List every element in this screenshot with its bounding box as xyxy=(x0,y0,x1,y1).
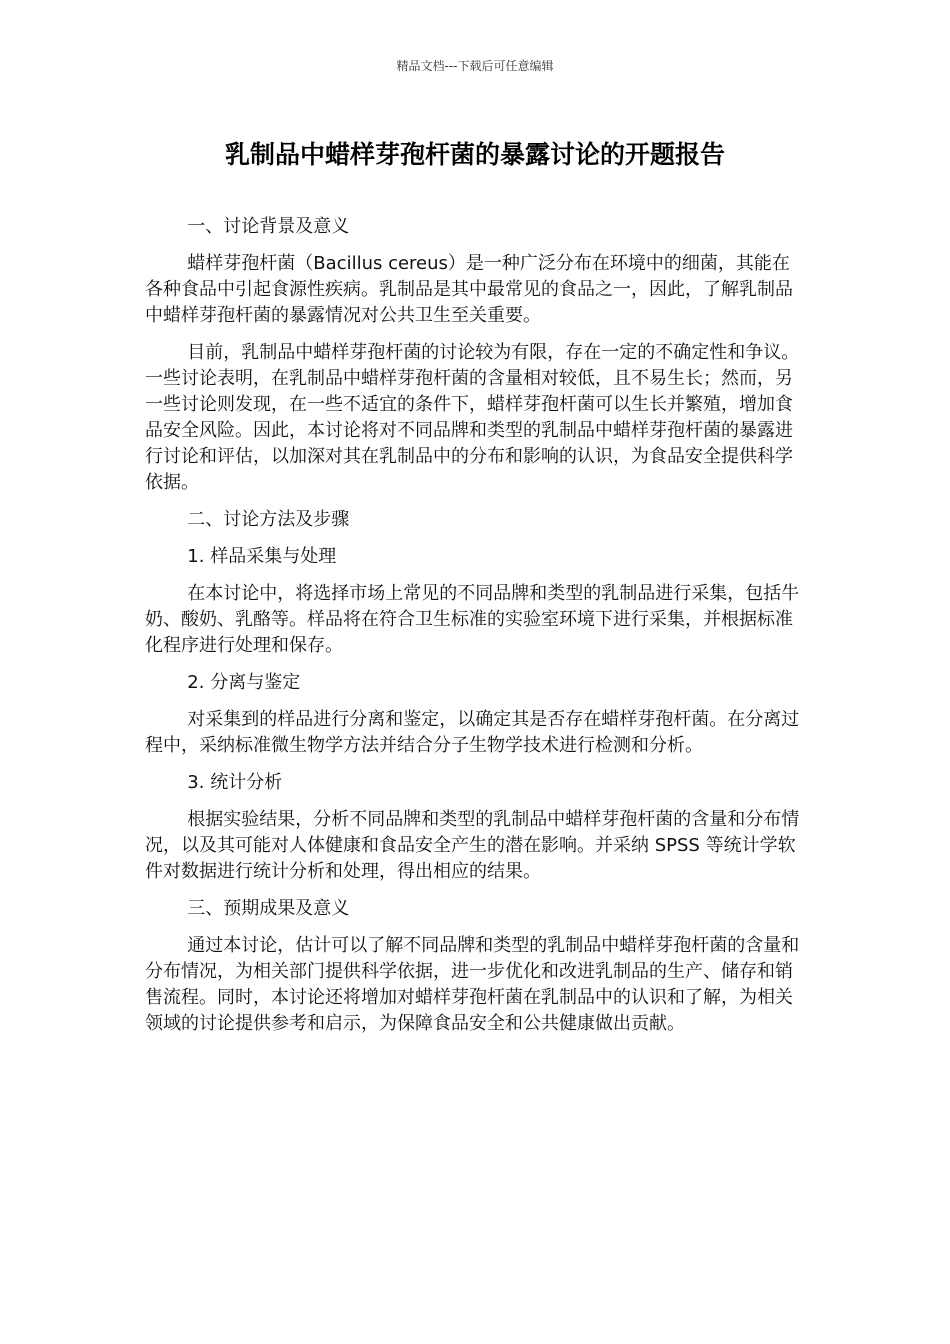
document-body xyxy=(145,214,805,1048)
subheading-statistics: 3. 统计分析 xyxy=(187,772,283,793)
document-title: 乳制品中蜡样芽孢杆菌的暴露讨论的开题报告 xyxy=(224,140,725,169)
section-heading-methods: 二、讨论方法及步骤 xyxy=(187,509,350,530)
paragraph-isolation: 对采集到的样品进行分离和鉴定，以确定其是否存在蜡样芽孢杆菌。在分离过程中，采纳标准微生物学方法并结合分子生物学技术进行检测和分析。 xyxy=(145,709,800,756)
paragraph-background-2: 目前，乳制品中蜡样芽孢杆菌的讨论较为有限，存在一定的不确定性和争议。一些讨论表明，在乳制品中蜡样芽孢杆菌的含量相对较低，且不易生长；然而，另一些讨论则发现，在一些不适宜的条件下，蜡样芽孢杆菌可以生长并繁殖，增加食品安全风险。因此，本讨论将对不同品牌和类型的乳制品中蜡样芽孢杆菌的暴露进行讨论和评估，以加深对其在乳制品中的分布和影响的认识，为食品安全提供科学依据。 xyxy=(145,342,800,493)
section-heading-outcomes: 三、预期成果及意义 xyxy=(187,898,350,919)
section-heading-background: 一、讨论背景及意义 xyxy=(187,216,350,237)
header-note: 精品文档---下载后可任意编辑 xyxy=(396,59,554,73)
paragraph-sampling: 在本讨论中，将选择市场上常见的不同品牌和类型的乳制品进行采集，包括牛奶、酸奶、乳酪等。样品将在符合卫生标准的实验室环境下进行采集，并根据标准化程序进行处理和保存。 xyxy=(145,583,800,656)
subheading-isolation: 2. 分离与鉴定 xyxy=(187,672,301,693)
paragraph-statistics: 根据实验结果，分析不同品牌和类型的乳制品中蜡样芽孢杆菌的含量和分布情况，以及其可能对人体健康和食品安全产生的潜在影响。并采纳 SPSS 等统计学软件对数据进行统计分析和处理，得出相应的结果。 xyxy=(145,809,800,882)
paragraph-background-1: 蜡样芽孢杆菌（Bacillus cereus）是一种广泛分布在环境中的细菌，其能在各种食品中引起食源性疾病。乳制品是其中最常见的食品之一，因此，了解乳制品中蜡样芽孢杆菌的暴露情况对公共卫生至关重要。 xyxy=(145,253,793,326)
subheading-sampling: 1. 样品采集与处理 xyxy=(187,546,337,567)
paragraph-outcomes: 通过本讨论，估计可以了解不同品牌和类型的乳制品中蜡样芽孢杆菌的含量和分布情况，为相关部门提供科学依据，进一步优化和改进乳制品的生产、储存和销售流程。同时，本讨论还将增加对蜡样芽孢杆菌在乳制品中的认识和了解，为相关领域的讨论提供参考和启示，为保障食品安全和公共健康做出贡献。 xyxy=(145,935,800,1034)
